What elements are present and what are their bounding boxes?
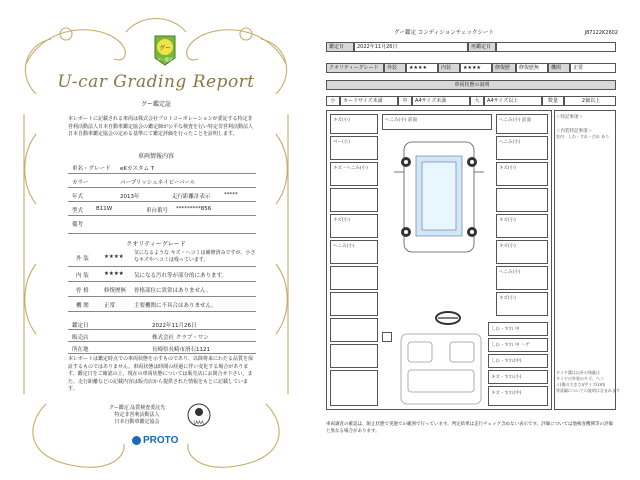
label-box: キズ(小) xyxy=(496,214,548,238)
sheet-repair-label: 修復歴 xyxy=(492,63,516,73)
size-medium-desc: A4サイズ未満 xyxy=(412,96,470,106)
inspection-date-value: 2022年11月26日 xyxy=(152,323,197,329)
model-label: 車名・グレード xyxy=(72,166,111,172)
remarks-row xyxy=(68,216,256,234)
quality-row-interior xyxy=(68,267,256,282)
proto-logo: PROTO xyxy=(132,435,178,446)
model-value: eKカスタム T xyxy=(120,166,155,172)
sheet-quality-label: クオリティーグレード xyxy=(326,63,384,73)
label-box: キズ(小) xyxy=(496,162,548,186)
label-box xyxy=(382,332,392,342)
label-box: しわ・すれ 中 xyxy=(488,322,548,336)
size-count-label: 数量 xyxy=(542,96,564,106)
certificate-intro: 本レポートに記載される車両は株式会社プロトコーポレーションが委託する特定非営利活動法人日本自動車鑑定協会の鑑定師が公平な検査を行い特定非営利活動法人日本自動車鑑定協会の定める基準にて鑑定評価を行ったことを証明します。 xyxy=(68,116,254,137)
sheet-engine-value: 正常 xyxy=(570,63,616,73)
frame-value: 修復歴無 xyxy=(104,288,127,294)
certificate-note: 本レポートは鑑定時点での車両状態を示すものであり、以降将来にわたる品質を保証するものではありません。車両状態は時間の経過に伴い変化する場合があります。鑑定日をご確認の上、現在の車両状態については販売店にお問合せ下さい。また、走行距離などの記載内容は販売店から提供された情報をもとに記載しています。 xyxy=(68,356,254,392)
label-box xyxy=(330,370,378,406)
label-box xyxy=(330,318,378,342)
certificate-subtitle: グー鑑定証 xyxy=(140,101,171,108)
address-label: 所在地 xyxy=(72,347,89,353)
label-box: キズ(小) xyxy=(496,240,548,264)
label-box: へこみ(小) xyxy=(496,136,548,160)
label-box: キズ・すれ(小) xyxy=(488,370,548,384)
vehicle-info-heading: 車両情報内容 xyxy=(137,153,174,160)
dealer-value: 株式会社 クラブ・ワン xyxy=(152,335,209,341)
model-row xyxy=(68,160,256,174)
special-notes-heading: ＜特記事項＞ xyxy=(556,115,583,120)
sheet-id: J87122K2602 xyxy=(584,30,618,36)
size-large-label: 大 xyxy=(470,96,484,106)
dealer-label: 販売店 xyxy=(72,335,89,341)
size-medium-label: 中 xyxy=(398,96,412,106)
label-box: へこみ(小) xyxy=(330,240,378,264)
sheet-interior-stars: ★★★★ xyxy=(460,63,492,73)
interior-label: 内 装 xyxy=(76,273,89,279)
mileage-value: ***** xyxy=(224,192,238,198)
jaaa-seal-icon xyxy=(186,402,212,428)
year-value: 2013年 xyxy=(120,194,140,200)
address-row xyxy=(68,342,256,354)
sheet-exterior-stars: ★★★★ xyxy=(406,63,438,73)
certificate-title: U-car Grading Report xyxy=(57,72,255,92)
org-line: 特定非営利活動法人 xyxy=(114,412,160,418)
remarks-label: 備考 xyxy=(72,222,84,228)
svg-text:グー: グー xyxy=(158,45,172,52)
label-box: キズ・すれ(中) xyxy=(488,386,548,406)
label-box: へこみ(小) 前面 xyxy=(496,114,548,134)
quality-row-engine xyxy=(68,297,256,312)
color-value: パープリッシュネイビーパール xyxy=(120,180,196,186)
label-box xyxy=(330,292,378,316)
engine-value: 正常 xyxy=(104,303,116,309)
steering-wheel-icon xyxy=(434,310,462,326)
interior-stars: ★★★★ xyxy=(104,271,124,277)
sheet-date-label: 鑑定日 xyxy=(326,42,354,52)
label-box: キズ(小) xyxy=(330,114,378,134)
org-line: 日本自動車鑑定協会 xyxy=(114,419,160,425)
exterior-text: 気になるような キズ・ヘコミは補修済みですが、小さなキズやヘコミは残っています。 xyxy=(134,250,256,263)
grading-certificate xyxy=(6,4,306,476)
label-box: へこみ(小) 前面 xyxy=(382,114,492,130)
year-row xyxy=(68,188,256,202)
org-line: グー鑑定 品質検査委託先 xyxy=(108,405,166,411)
type-label: 型式 xyxy=(72,208,84,214)
dealer-row xyxy=(68,330,256,342)
sheet-stock-value xyxy=(496,42,616,52)
sheet-interior-label: 内装 xyxy=(438,63,460,73)
label-box xyxy=(496,188,548,212)
type-row xyxy=(68,202,256,216)
exterior-label: 外 装 xyxy=(76,256,89,262)
year-label: 年式 xyxy=(72,194,84,200)
mileage-label: 走行距離計表示 xyxy=(172,194,211,200)
special-note-line: ＜内装特記事項＞ xyxy=(556,129,592,134)
label-box: へこみ(小) xyxy=(496,266,548,290)
quality-row-exterior xyxy=(68,248,256,267)
exterior-stars: ★★★★ xyxy=(104,254,124,260)
engine-label: 機 関 xyxy=(76,303,89,309)
label-box: キズ(小) xyxy=(330,214,378,238)
label-box: ベー(小) xyxy=(330,136,378,160)
label-box: しわ・すれ 中 ハゲ xyxy=(488,338,548,352)
car-top-view-icon xyxy=(384,132,494,262)
sheet-footer-note: 車両調査の確認は、限止状態で実施での範囲で行っています。判定結果は走行チェック含めない表示です。評価については他検査機関等の評価と異なる場合があります。 xyxy=(326,422,614,434)
sheet-engine-label: 機関 xyxy=(548,63,570,73)
sheet-stock-label: 再鑑定日 xyxy=(468,42,496,52)
svg-text:グー鑑定: グー鑑定 xyxy=(157,57,173,62)
quality-row-frame xyxy=(68,282,256,297)
bottom-note-line: 等詳細についての説明は含まれます xyxy=(556,388,620,393)
vin-value: *********856 xyxy=(176,206,212,212)
size-small-desc: カードサイズ未満 xyxy=(340,96,398,106)
condition-heading: 車両状態の説明 xyxy=(326,80,616,90)
size-count-desc: 2個以上 xyxy=(564,96,616,106)
quality-grade-heading: クオリティーグレード xyxy=(126,241,186,248)
svg-text:JAAA: JAAA xyxy=(194,420,204,425)
interior-text: 気になる汚れ等が部分的にあります。 xyxy=(134,273,228,279)
condition-check-sheet xyxy=(322,30,622,454)
bottom-note-line: タイヤ溝は以外の残量は xyxy=(556,370,600,375)
sheet-repair-value: 修復歴無 xyxy=(516,63,548,73)
goo-kantei-badge-icon xyxy=(152,34,178,66)
special-notes-column xyxy=(554,110,616,410)
size-large-desc: A4サイズ以上 xyxy=(484,96,542,106)
label-box: キズ・へこみ(小) xyxy=(330,162,378,186)
color-label: カラー xyxy=(72,180,89,186)
vin-label: 車台番号 xyxy=(146,208,169,214)
label-box xyxy=(330,344,378,368)
inspection-date-row xyxy=(68,318,256,330)
label-box: しわ・すれ(中) xyxy=(488,354,548,368)
bottom-note-line: タイヤの外装のキズ、ヘコ xyxy=(556,376,604,381)
frame-label: 骨 格 xyxy=(76,288,89,294)
engine-text: 主要機関に不具合はありません。 xyxy=(134,303,217,309)
inspection-organization xyxy=(92,405,182,426)
sheet-exterior-label: 外装 xyxy=(384,63,406,73)
label-box: キズ(小) xyxy=(496,292,548,316)
type-value: B11W xyxy=(96,206,113,212)
frame-text: 骨格部位に異常はありません。 xyxy=(134,288,212,294)
address-value: 長崎県長崎市滑石1121 xyxy=(152,347,210,353)
label-box xyxy=(330,188,378,212)
special-note-line: 室内：しわ・すれ・汚れ あり xyxy=(556,134,610,139)
sheet-title: グー鑑定 コンディションチェックシート xyxy=(394,30,495,36)
sheet-date-value: 2022年11月26日 xyxy=(354,42,468,52)
inspection-date-label: 鑑定日 xyxy=(72,323,89,329)
car-interior-diagram-icon xyxy=(396,330,486,406)
size-small-label: 小 xyxy=(326,96,340,106)
label-box xyxy=(330,266,378,290)
color-row xyxy=(68,174,256,188)
bottom-note-line: ミ(傷の大きさ)/サイズ(cm) xyxy=(556,382,606,387)
